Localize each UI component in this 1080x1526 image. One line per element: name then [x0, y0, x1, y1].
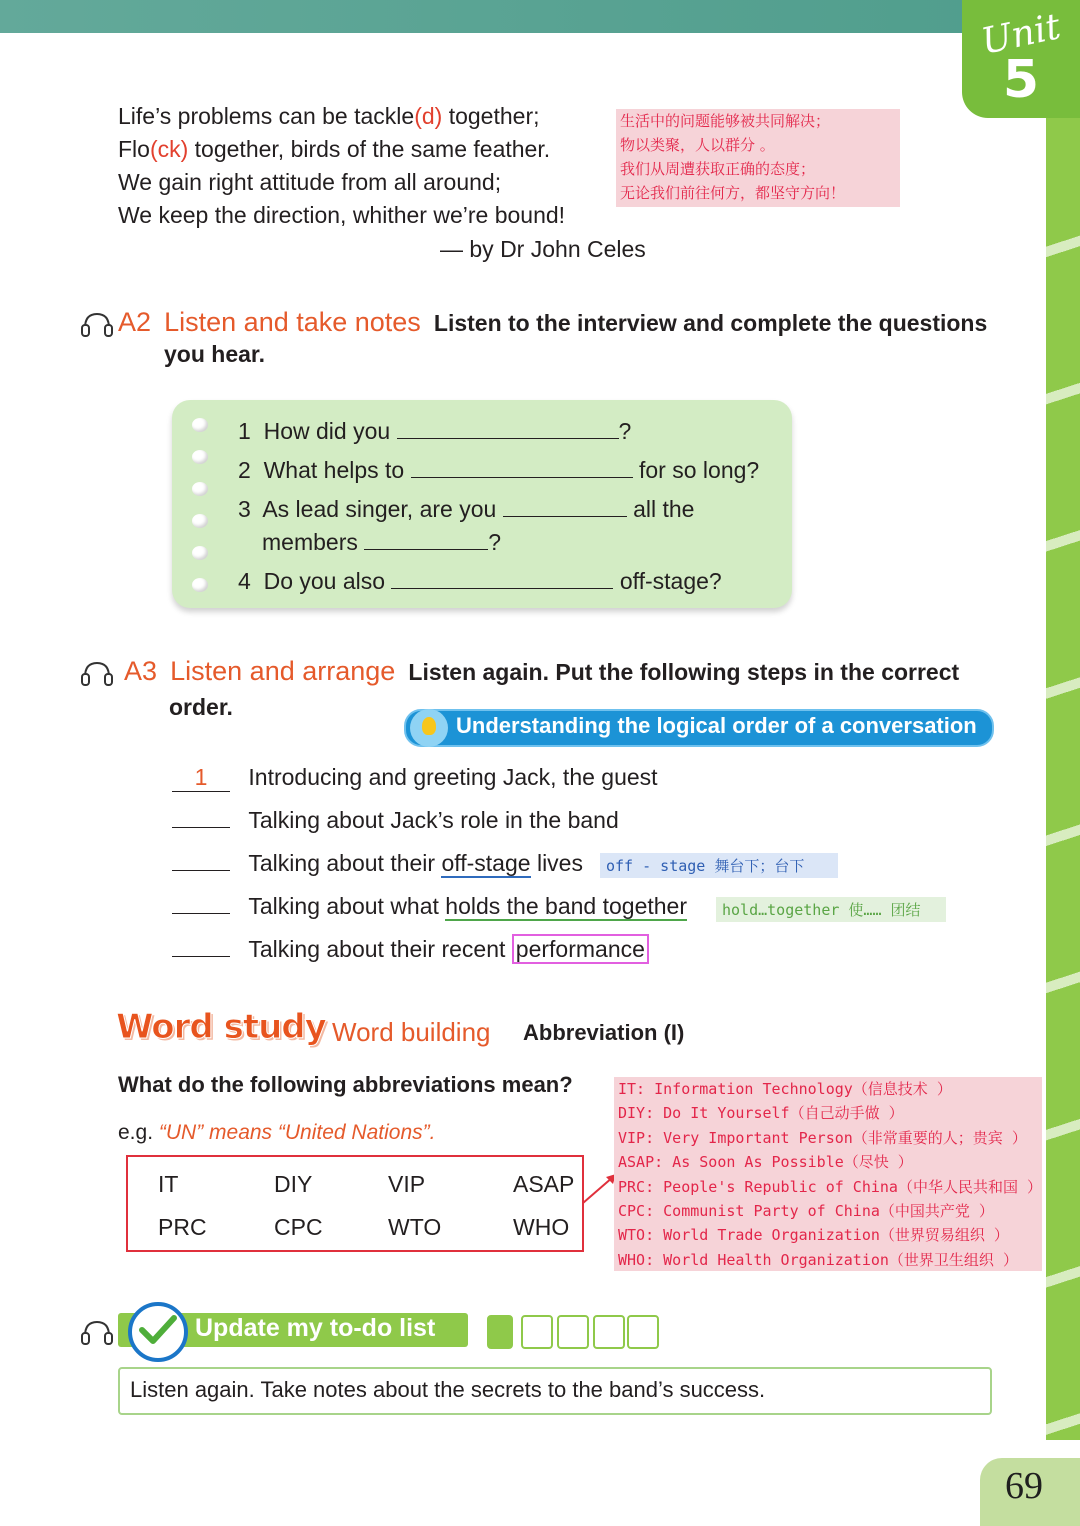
- meaning-line: IT: Information Technology（信息技术 ）: [614, 1077, 1042, 1101]
- notepad-ring: [192, 418, 208, 432]
- top-bar: [0, 0, 1080, 33]
- unit-tab: [962, 0, 1080, 118]
- notepad-ring: [192, 514, 208, 528]
- highlight-hold: holds the band together: [445, 893, 687, 919]
- poem-line: Flo(ck) together, birds of the same feather.: [118, 136, 551, 162]
- abbr-item: CPC: [274, 1214, 323, 1240]
- poem: [118, 100, 565, 232]
- headphones-icon: [80, 659, 114, 687]
- notepad-ring: [192, 546, 208, 560]
- unit-number: 5: [1002, 50, 1040, 110]
- answer-blank[interactable]: [397, 418, 619, 439]
- gloss-offstage: off - stage 舞台下；台下: [600, 853, 838, 878]
- meaning-line: DIY: Do It Yourself（自己动手做 ）: [614, 1101, 1042, 1125]
- headphones-icon: [80, 1318, 114, 1346]
- word-study-logo: Word study: [116, 1007, 326, 1047]
- headphones-icon: [80, 310, 114, 338]
- notepad-ring: [192, 482, 208, 496]
- step-row: [172, 807, 619, 834]
- translation-line: 物以类聚，人以群分 。: [616, 133, 900, 157]
- abbreviation-box: [126, 1155, 584, 1252]
- a2-code: A2: [118, 307, 152, 337]
- word-study-example: e.g. “UN” means “United Nations”.: [118, 1121, 436, 1144]
- progress-box[interactable]: [627, 1315, 659, 1349]
- step-row: Talking about their off-stage lives: [172, 850, 583, 877]
- question-2: 2 What helps to for so long?: [238, 457, 760, 483]
- question-1: 1 How did you ?: [238, 418, 632, 444]
- page-number: 69: [1005, 1465, 1043, 1507]
- translation-line: 无论我们前往何方，都坚守方向！: [616, 181, 900, 205]
- meaning-line: PRC: People's Republic of China（中华人民共和国 ）: [614, 1175, 1042, 1199]
- step-row: Talking about their recent performance: [172, 936, 649, 963]
- abbr-item: VIP: [388, 1171, 426, 1197]
- a3-title: Listen and arrange: [170, 656, 396, 686]
- translation-line: 生活中的问题能够被共同解决；: [616, 109, 900, 133]
- abbreviation-meanings: [614, 1077, 1042, 1271]
- step-answer[interactable]: [172, 850, 230, 871]
- todo-title: Update my to-do list: [195, 1314, 436, 1342]
- meaning-line: WTO: World Trade Organization（世界贸易组织 ）: [614, 1223, 1042, 1247]
- todo-task-box: [118, 1367, 992, 1415]
- poem-line: We keep the direction, whither we’re bound!: [118, 202, 566, 228]
- step-answer[interactable]: [172, 893, 230, 914]
- answer-blank[interactable]: [364, 529, 488, 550]
- abbr-item: DIY: [274, 1171, 313, 1197]
- answer-blank[interactable]: [391, 568, 613, 589]
- abbr-item: IT: [158, 1171, 179, 1197]
- unit-label: Unit: [977, 6, 1065, 63]
- step-text: Talking about Jack’s role in the band: [248, 807, 619, 833]
- word-study-subtitle: Abbreviation (I): [523, 1020, 685, 1045]
- translation-line: 我们从周遭获取正确的态度；: [616, 157, 900, 181]
- abbr-item: ASAP: [513, 1171, 575, 1197]
- a2-header: [118, 307, 987, 338]
- step-row: Talking about what holds the band together: [172, 893, 687, 920]
- tip-bar: [404, 709, 994, 747]
- meaning-line: VIP: Very Important Person（非常重要的人；贵宾 ）: [614, 1126, 1042, 1150]
- abbr-item: PRC: [158, 1214, 207, 1240]
- a3-instruction-cont: order.: [169, 694, 233, 720]
- word-study-title: Word building: [332, 1017, 491, 1047]
- lightbulb-icon: [410, 709, 448, 747]
- progress-box: [487, 1315, 513, 1349]
- gloss-hold: hold…together 使…… 团结: [716, 897, 946, 922]
- progress-box[interactable]: [593, 1315, 625, 1349]
- question-3-cont: members ?: [262, 529, 502, 555]
- a3-instruction: Listen again. Put the following steps in the correct: [408, 659, 960, 685]
- a2-instruction: Listen to the interview and complete the questions: [433, 310, 988, 336]
- a3-header: [124, 656, 959, 687]
- a3-code: A3: [124, 656, 158, 686]
- side-stripe: [1046, 110, 1080, 1440]
- page-number-tab: [980, 1458, 1080, 1526]
- highlight-performance: performance: [512, 934, 649, 964]
- abbr-item: WTO: [388, 1214, 442, 1240]
- poem-line: Life’s problems can be tackle(d) together;: [118, 103, 540, 129]
- poem-translation: [616, 109, 900, 207]
- question-3: 3 As lead singer, are you all the: [238, 496, 695, 522]
- answer-blank[interactable]: [503, 496, 627, 517]
- checkmark-icon: [128, 1302, 188, 1362]
- progress-box[interactable]: [521, 1315, 553, 1349]
- step-answer[interactable]: [172, 936, 230, 957]
- progress-box[interactable]: [557, 1315, 589, 1349]
- abbr-item: WHO: [513, 1214, 570, 1240]
- poem-author: — by Dr John Celes: [440, 236, 646, 262]
- todo-task: Listen again. Take notes about the secrets to the band’s success.: [130, 1377, 766, 1402]
- tip-text: Understanding the logical order of a conversation: [456, 713, 977, 738]
- a2-instruction-cont: you hear.: [164, 341, 265, 367]
- meaning-line: ASAP: As Soon As Possible（尽快 ）: [614, 1150, 1042, 1174]
- answer-blank[interactable]: [411, 457, 633, 478]
- step-text: Introducing and greeting Jack, the guest: [248, 764, 658, 790]
- step-answer[interactable]: [172, 807, 230, 828]
- step-answer[interactable]: 1: [172, 764, 230, 792]
- poem-line: We gain right attitude from all around;: [118, 169, 502, 195]
- highlight-offstage: off-stage: [441, 850, 531, 876]
- word-study-question: What do the following abbreviations mean?: [118, 1072, 573, 1097]
- question-4: 4 Do you also off-stage?: [238, 568, 722, 594]
- meaning-line: CPC: Communist Party of China（中国共产党 ）: [614, 1199, 1042, 1223]
- meaning-line: WHO: World Health Organization（世界卫生组织 ）: [614, 1248, 1042, 1271]
- notepad-ring: [192, 578, 208, 592]
- a2-title: Listen and take notes: [164, 307, 421, 337]
- notepad-ring: [192, 450, 208, 464]
- step-row: [172, 764, 658, 792]
